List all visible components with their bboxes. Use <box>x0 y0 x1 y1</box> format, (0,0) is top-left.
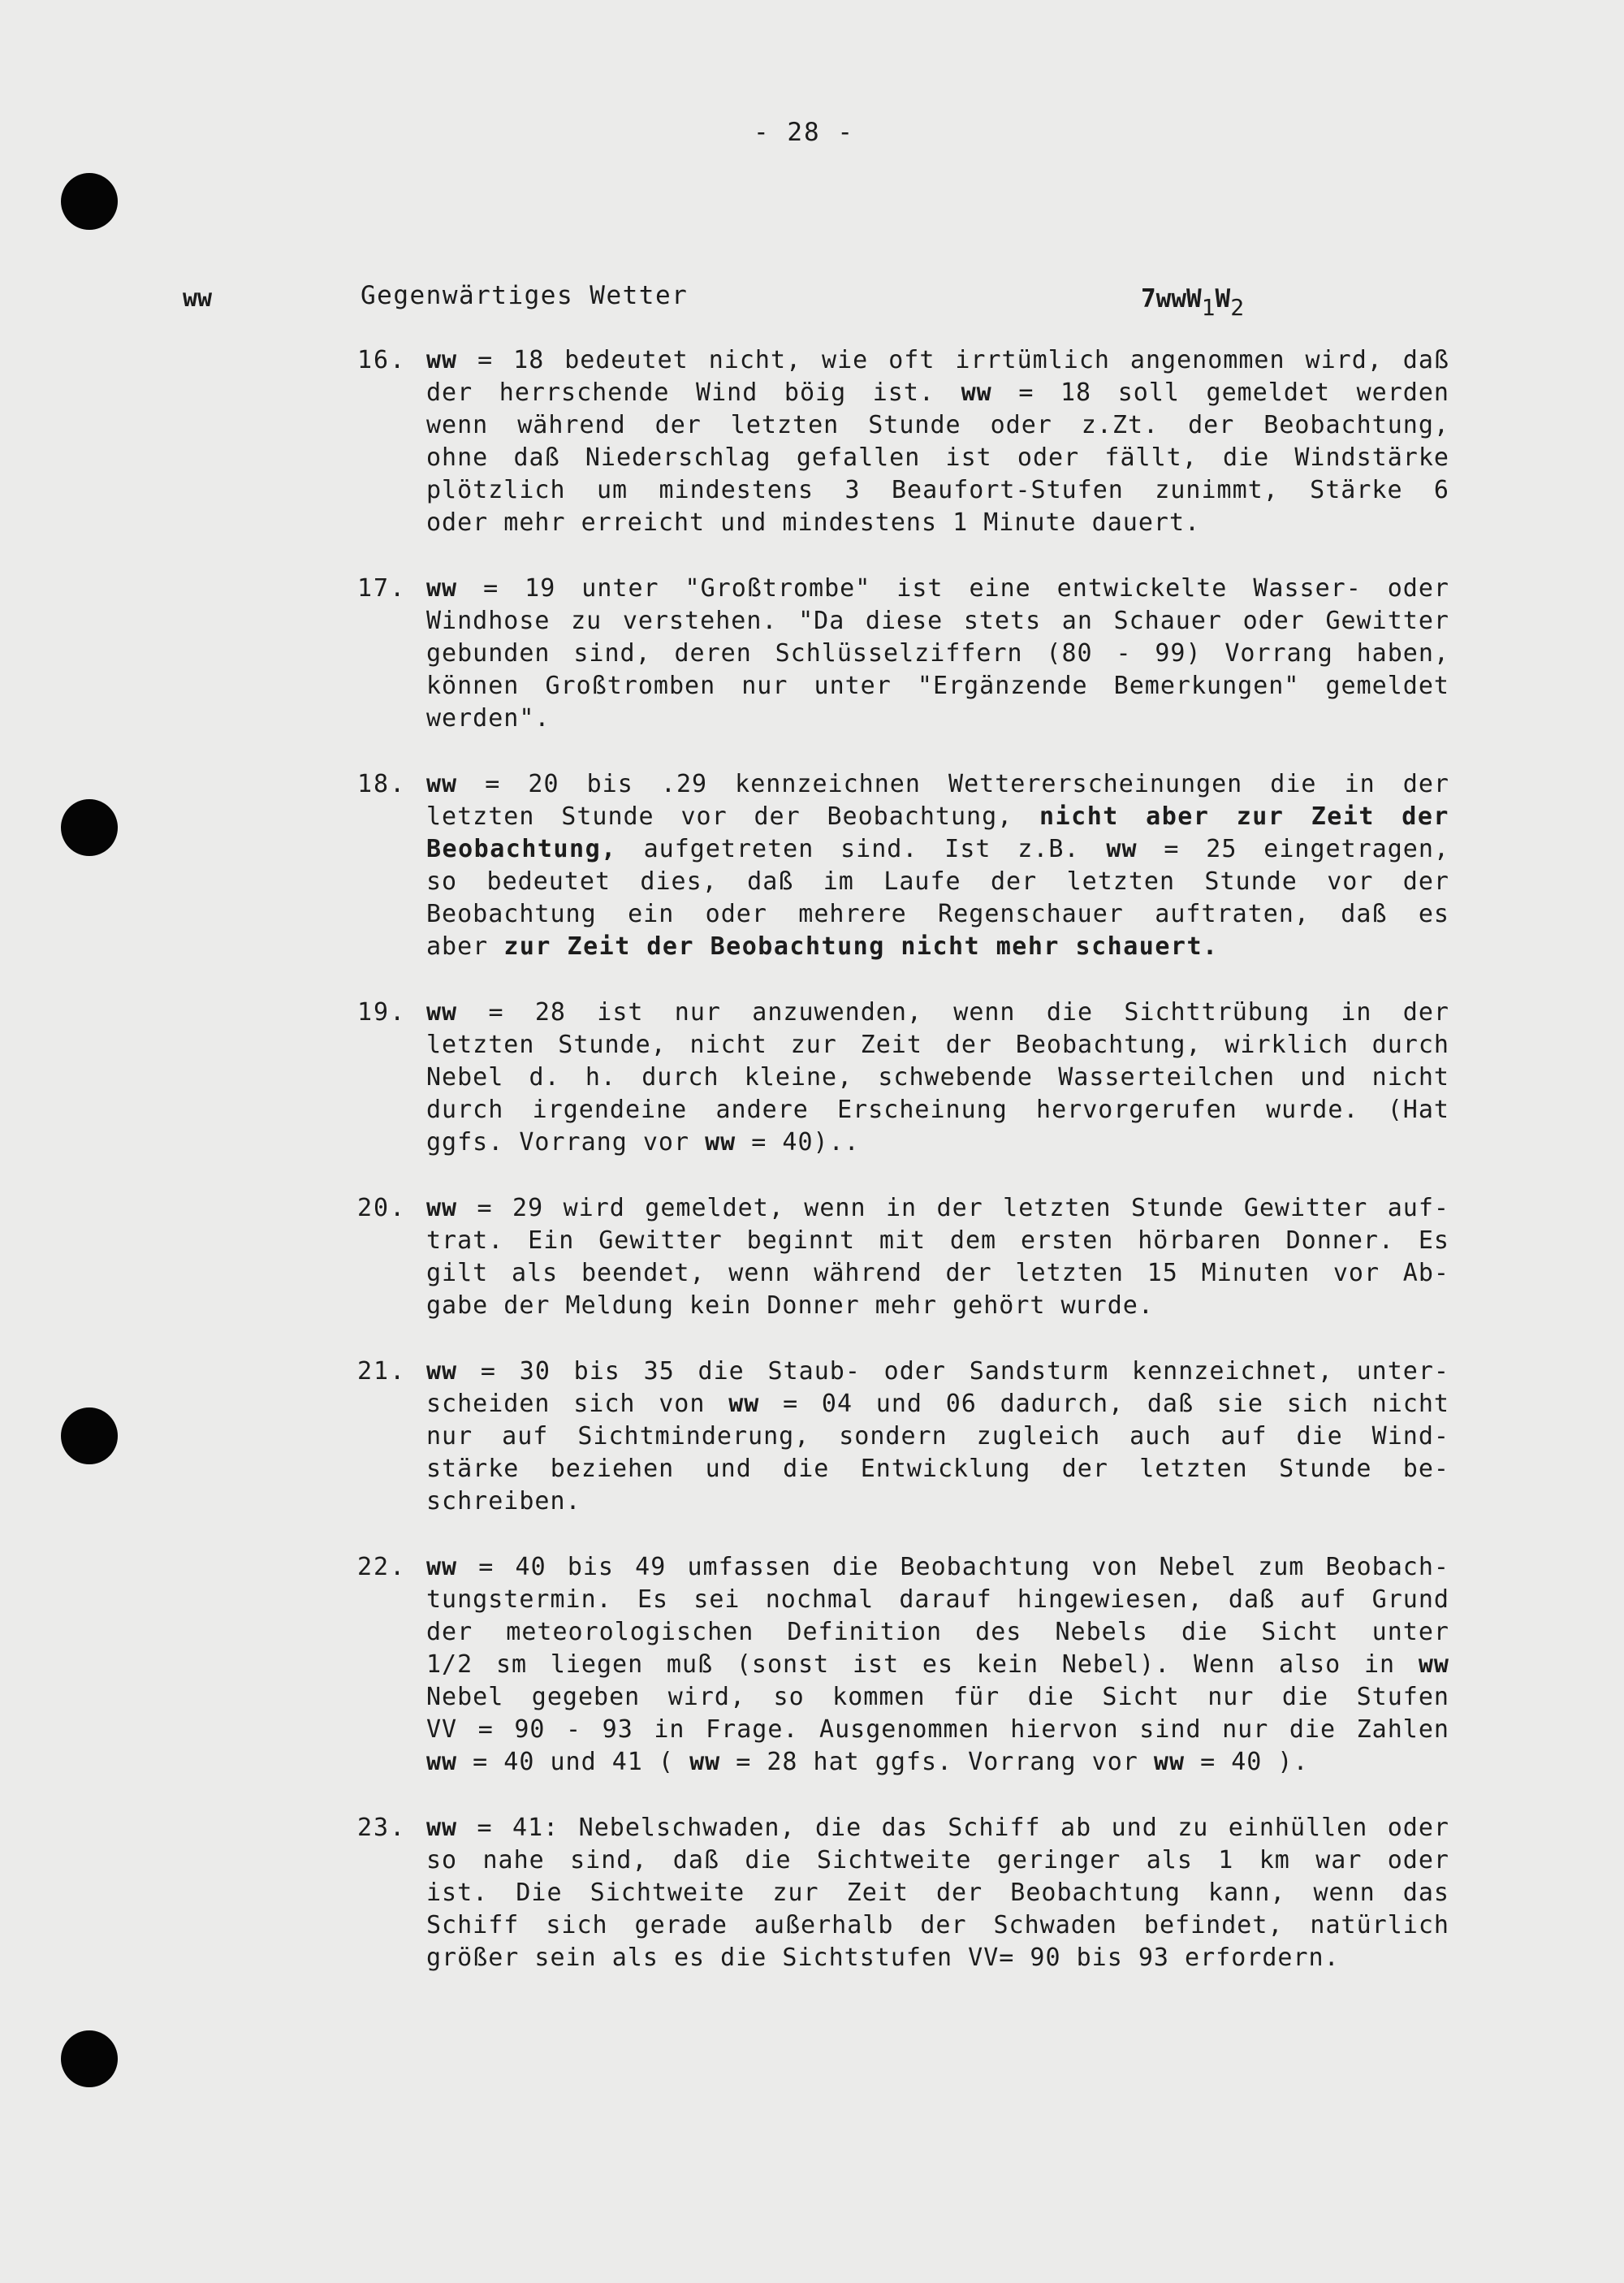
punch-hole-1 <box>61 173 118 230</box>
text-line <box>426 442 1449 474</box>
text-run: plötzlich um mindestens 3 Beaufort-Stufen zunimmt, Stärke 6 <box>426 476 1449 504</box>
emphasis-text: nicht aber zur Zeit der <box>1039 802 1449 831</box>
text-run: durch irgendeine andere Erscheinung hervorgerufen wurde. (Hat <box>426 1096 1449 1124</box>
item-text <box>426 768 1449 963</box>
formula-w2: W <box>1215 284 1231 313</box>
text-line <box>426 1388 1449 1420</box>
text-run: gebunden sind, deren Schlüsselziffern (80 - 99) Vorrang haben, <box>426 639 1449 668</box>
text-line <box>426 931 1449 963</box>
numbered-items <box>357 344 1449 2008</box>
item-number: 19. <box>357 998 407 1027</box>
text-line <box>426 1812 1449 1844</box>
text-run: = 41: Nebelschwaden, die das Schiff ab und zu einhüllen oder <box>457 1814 1449 1842</box>
text-run: Nebel d. h. durch kleine, schwebende Wasserteilchen und nicht <box>426 1063 1449 1092</box>
ww-code: ww <box>689 1748 721 1776</box>
text-run: nur auf Sichtminderung, sondern zugleich auch auf die Wind- <box>426 1422 1449 1451</box>
text-line <box>426 1909 1449 1942</box>
item-text <box>426 1812 1449 1974</box>
text-line <box>426 801 1449 833</box>
text-line <box>426 833 1449 866</box>
section-code: ww <box>183 284 213 313</box>
text-run: tungstermin. Es sei nochmal darauf hingewiesen, daß auf Grund <box>426 1585 1449 1614</box>
ww-code: ww <box>426 998 458 1027</box>
text-run: so nahe sind, daß die Sichtweite geringer als 1 km war oder <box>426 1846 1449 1874</box>
formula-main: 7wwW <box>1141 284 1202 313</box>
text-run: stärke beziehen und die Entwicklung der letzten Stunde be- <box>426 1455 1449 1483</box>
item-text <box>426 573 1449 735</box>
text-run: ist. Die Sichtweite zur Zeit der Beobachtung kann, wenn das <box>426 1879 1449 1907</box>
text-line <box>426 866 1449 898</box>
text-line <box>426 703 1449 735</box>
text-line <box>426 997 1449 1029</box>
text-line <box>426 670 1449 703</box>
punch-hole-4 <box>61 2030 118 2087</box>
list-item <box>357 1192 1449 1322</box>
text-run: so bedeutet dies, daß im Laufe der letzten Stunde vor der <box>426 867 1449 896</box>
text-line <box>426 1094 1449 1126</box>
formula-sub-1: 1 <box>1201 294 1216 321</box>
text-line <box>426 507 1449 539</box>
text-line <box>426 1681 1449 1714</box>
ww-code: ww <box>426 346 458 374</box>
text-line <box>426 1616 1449 1649</box>
item-number: 22. <box>357 1553 407 1581</box>
text-line <box>426 768 1449 801</box>
text-line <box>426 1844 1449 1877</box>
text-line <box>426 1356 1449 1388</box>
item-text <box>426 1192 1449 1322</box>
ww-code: ww <box>1106 835 1138 863</box>
ww-code: ww <box>961 378 992 407</box>
text-line <box>426 1029 1449 1062</box>
ww-code: ww <box>1418 1650 1449 1679</box>
list-item <box>357 1812 1449 1974</box>
section-title: Gegenwärtiges Wetter <box>361 281 689 310</box>
item-number: 21. <box>357 1357 407 1386</box>
item-number: 18. <box>357 770 407 798</box>
list-item <box>357 344 1449 539</box>
text-run: gilt als beendet, wenn während der letzten 15 Minuten vor Ab- <box>426 1259 1449 1287</box>
text-line <box>426 573 1449 605</box>
text-run: = 40 bis 49 umfassen die Beobachtung von Nebel zum Beobach- <box>457 1553 1449 1581</box>
text-line <box>426 1485 1449 1518</box>
text-line <box>426 1877 1449 1909</box>
text-line <box>426 1126 1449 1159</box>
text-line <box>426 1225 1449 1257</box>
text-line <box>426 1192 1449 1225</box>
section-formula <box>1141 284 1245 321</box>
text-line <box>426 1062 1449 1094</box>
text-run: = 30 bis 35 die Staub- oder Sandsturm kennzeichnet, unter- <box>457 1357 1449 1386</box>
text-run: Windhose zu verstehen. "Da diese stets an Schauer oder Gewitter <box>426 607 1449 635</box>
item-text <box>426 997 1449 1159</box>
ww-code: ww <box>426 1194 458 1222</box>
text-run: = 40 und 41 ( <box>457 1748 690 1776</box>
text-run: ohne daß Niederschlag gefallen ist oder fällt, die Windstärke <box>426 443 1449 472</box>
text-run: aufgetreten sind. Ist z.B. <box>616 835 1107 863</box>
ww-code: ww <box>426 1357 458 1386</box>
text-run: = 18 soll gemeldet werden <box>991 378 1449 407</box>
punch-hole-2 <box>61 799 118 856</box>
list-item <box>357 1356 1449 1518</box>
text-line <box>426 1942 1449 1974</box>
text-run: = 40).. <box>736 1128 860 1157</box>
text-run: der herrschende Wind böig ist. <box>426 378 961 407</box>
formula-sub-2: 2 <box>1230 294 1245 321</box>
punch-hole-3 <box>61 1407 118 1464</box>
ww-code: ww <box>426 574 458 603</box>
emphasis-text: zur Zeit der Beobachtung nicht mehr schauert. <box>503 932 1219 961</box>
page-number: - 28 - <box>754 118 854 147</box>
ww-code: ww <box>728 1390 760 1418</box>
text-line <box>426 1453 1449 1485</box>
text-line <box>426 1420 1449 1453</box>
text-run: werden". <box>426 704 551 733</box>
text-run: 1/2 sm liegen muß (sonst ist es kein Nebel). Wenn also in <box>426 1650 1419 1679</box>
text-run: = 28 ist nur anzuwenden, wenn die Sichttrübung in der <box>457 998 1449 1027</box>
text-run: können Großtromben nur unter "Ergänzende Bemerkungen" gemeldet <box>426 672 1449 700</box>
text-line <box>426 344 1449 377</box>
text-run: wenn während der letzten Stunde oder z.Zt. der Beobachtung, <box>426 411 1449 439</box>
text-line <box>426 1290 1449 1322</box>
item-number: 16. <box>357 346 407 374</box>
text-run: = 20 bis .29 kennzeichnen Wettererscheinungen die in der <box>457 770 1449 798</box>
text-run: schreiben. <box>426 1487 581 1516</box>
item-text <box>426 1551 1449 1779</box>
item-text <box>426 344 1449 539</box>
text-run: = 04 und 06 dadurch, daß sie sich nicht <box>759 1390 1449 1418</box>
text-run: trat. Ein Gewitter beginnt mit dem ersten hörbaren Donner. Es <box>426 1226 1449 1255</box>
text-run: = 28 hat ggfs. Vorrang vor <box>720 1748 1154 1776</box>
text-line <box>426 1746 1449 1779</box>
text-line <box>426 1257 1449 1290</box>
text-run: VV = 90 - 93 in Frage. Ausgenommen hiervon sind nur die Zahlen <box>426 1715 1449 1744</box>
text-line <box>426 605 1449 638</box>
ww-code: ww <box>705 1128 736 1157</box>
text-run: der meteorologischen Definition des Nebels die Sicht unter <box>426 1618 1449 1646</box>
text-line <box>426 1649 1449 1681</box>
text-line <box>426 377 1449 409</box>
text-line <box>426 1584 1449 1616</box>
item-number: 23. <box>357 1814 407 1842</box>
text-run: = 19 unter "Großtrombe" ist eine entwickelte Wasser- oder <box>457 574 1449 603</box>
text-run: Schiff sich gerade außerhalb der Schwaden befindet, natürlich <box>426 1911 1449 1939</box>
text-line <box>426 409 1449 442</box>
text-run: = 40 ). <box>1185 1748 1309 1776</box>
text-line <box>426 1714 1449 1746</box>
text-run: letzten Stunde vor der Beobachtung, <box>426 802 1040 831</box>
list-item <box>357 997 1449 1159</box>
text-run: gabe der Meldung kein Donner mehr gehört wurde. <box>426 1291 1154 1320</box>
emphasis-text: Beobachtung, <box>426 835 617 863</box>
text-line <box>426 474 1449 507</box>
text-run: Nebel gegeben wird, so kommen für die Sicht nur die Stufen <box>426 1683 1449 1711</box>
text-run: größer sein als es die Sichtstufen VV= 90 bis 93 erfordern. <box>426 1944 1340 1972</box>
text-run: = 18 bedeutet nicht, wie oft irrtümlich angenommen wird, daß <box>457 346 1449 374</box>
text-run: Beobachtung ein oder mehrere Regenschauer auftraten, daß es <box>426 900 1449 928</box>
text-run: = 25 eingetragen, <box>1137 835 1449 863</box>
text-run: = 29 wird gemeldet, wenn in der letzten Stunde Gewitter auf- <box>457 1194 1449 1222</box>
ww-code: ww <box>426 1814 458 1842</box>
ww-code: ww <box>426 770 458 798</box>
item-number: 17. <box>357 574 407 603</box>
list-item <box>357 1551 1449 1779</box>
text-run: letzten Stunde, nicht zur Zeit der Beobachtung, wirklich durch <box>426 1031 1449 1059</box>
item-text <box>426 1356 1449 1518</box>
text-run: ggfs. Vorrang vor <box>426 1128 706 1157</box>
ww-code: ww <box>426 1748 458 1776</box>
list-item <box>357 573 1449 735</box>
ww-code: ww <box>1153 1748 1186 1776</box>
text-run: scheiden sich von <box>426 1390 729 1418</box>
text-line <box>426 638 1449 670</box>
text-run: aber <box>426 932 504 961</box>
ww-code: ww <box>426 1553 458 1581</box>
item-number: 20. <box>357 1194 407 1222</box>
text-run: oder mehr erreicht und mindestens 1 Minute dauert. <box>426 508 1201 537</box>
list-item <box>357 768 1449 963</box>
text-line <box>426 898 1449 931</box>
text-line <box>426 1551 1449 1584</box>
